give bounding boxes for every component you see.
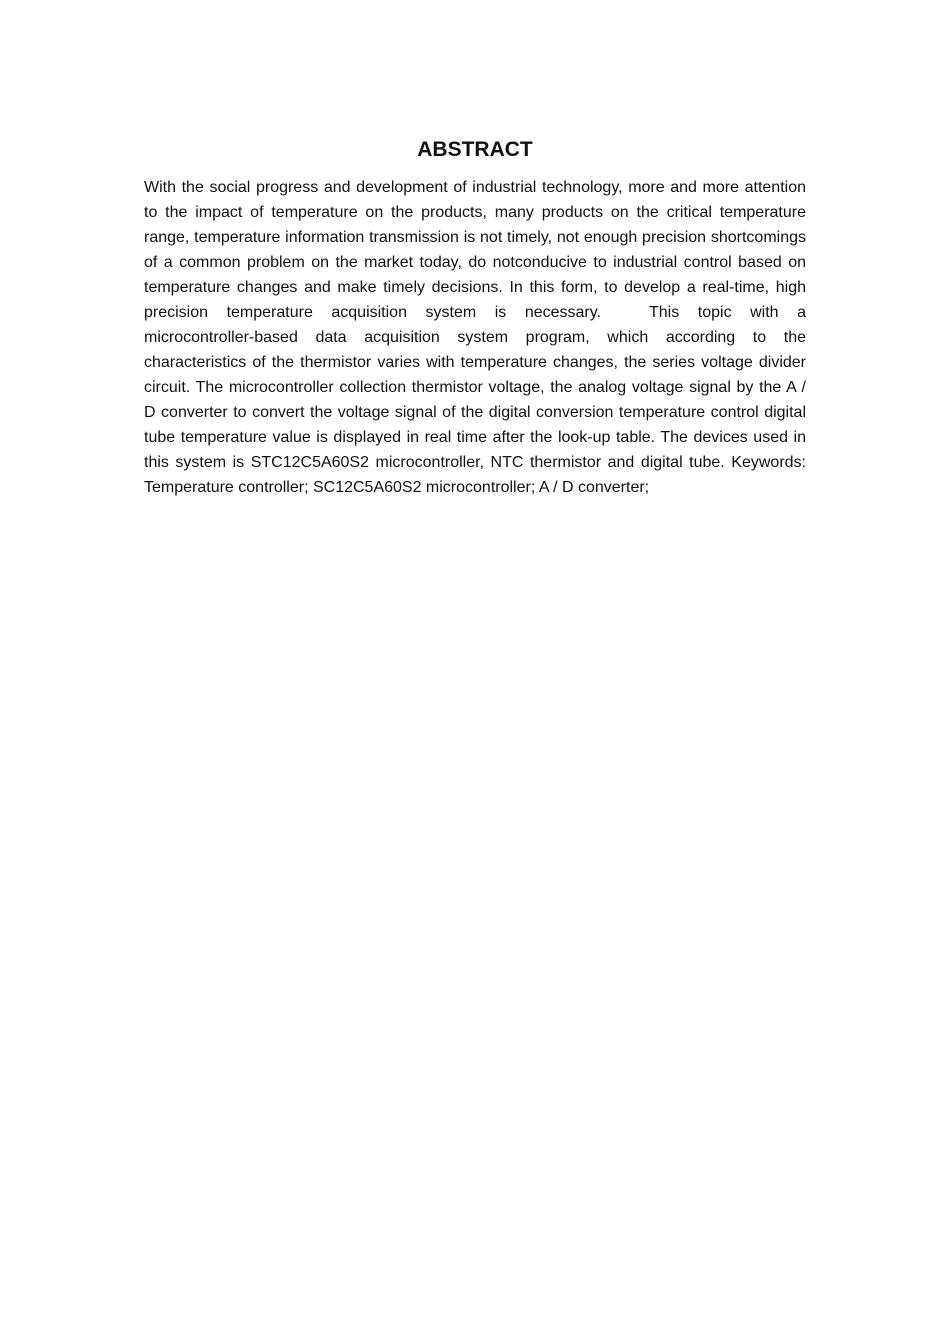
abstract-body <box>144 175 806 500</box>
abstract-text-part2: This topic with a microcontroller-based data acquisition system program, which according to the characteristics of the thermistor varies with temperature changes, the series voltage divider circuit. The microcontroller collection thermistor voltage, the analog voltage signal by the A / D converter to convert the voltage signal of the digital conversion temperature control digital tube temperature value is displayed in real time after the look-up table. The devices used in this system is STC12C5A60S2 microcontroller, NTC thermistor and digital tube. <box>144 304 806 471</box>
abstract-title: ABSTRACT <box>417 138 533 161</box>
abstract-section <box>144 137 806 500</box>
keywords-line: Keywords: Temperature controller; SC12C5A60S2 microcontroller; A / D converter; <box>144 454 806 496</box>
abstract-text-part1: With the social progress and development of industrial technology, more and more attention to the impact of temperature on the products, many products on the critical temperature range, temperature information transmission is not timely, not enough precision shortcomings of a common problem on the market today, do notconducive to industrial control based on temperature changes and make timely decisions. In this form, to develop a real-time, high precision temperature acquisition system is necessary. <box>144 179 806 321</box>
